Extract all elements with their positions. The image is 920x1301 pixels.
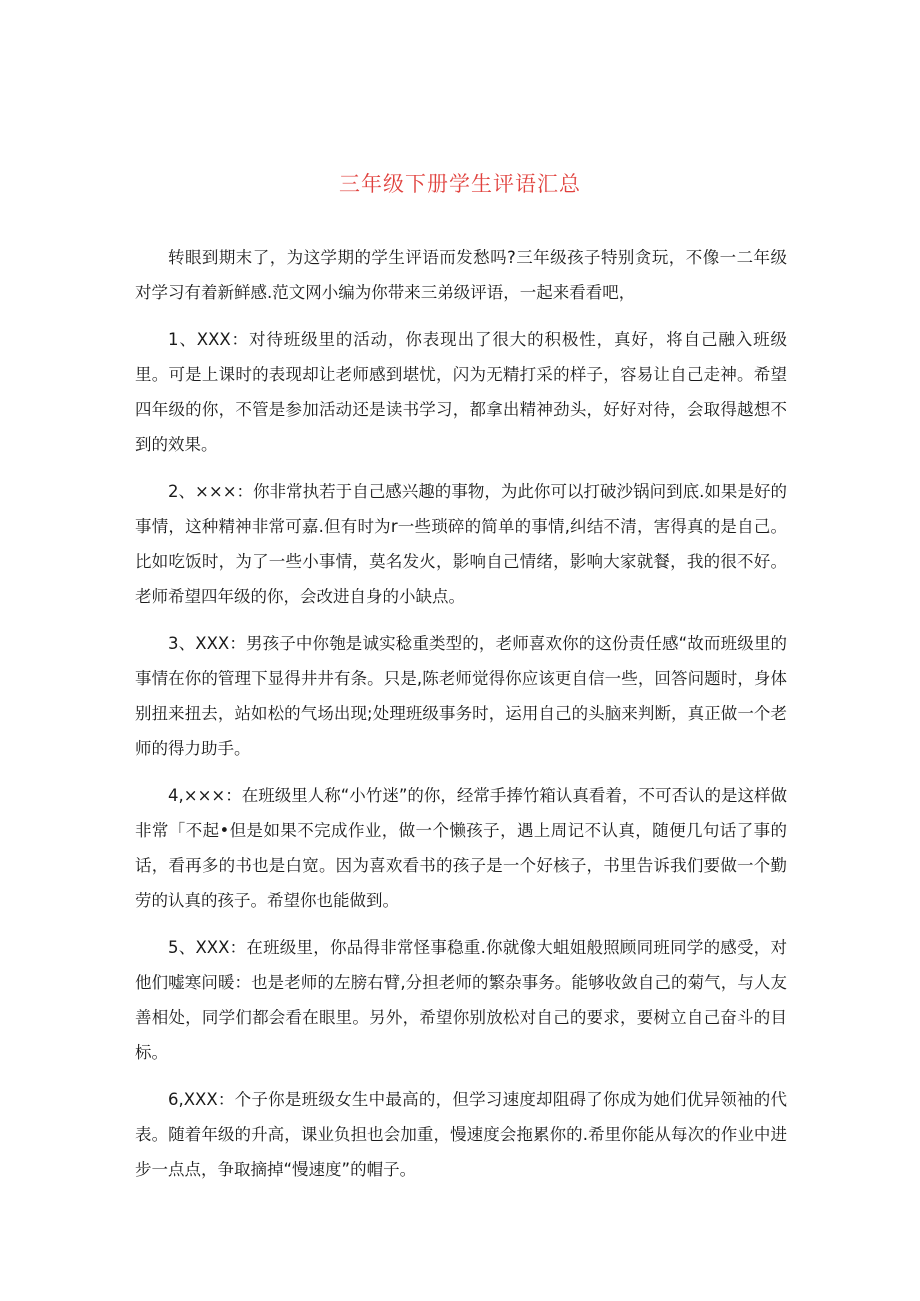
comment-paragraph-5: 5、XXX：在班级里，你品得非常怪事稳重.你就像大蛆姐般照顾同班同学的感受，对他们嘘寒问暖：也是老师的左膀右臂,分担老师的繁杂事务。能够收敛自己的菊气，与人友善相处，同学们都会看在眼里。另外，希望你别放松对自己的要求，要树立自己奋斗的目标。 bbox=[135, 938, 787, 1062]
comment-paragraph-3: 3、XXX：男孩子中你匏是诚实稔重类型的，老师喜欢你的这份责任感“故而班级里的事情在你的管理下显得井井有条。只是,陈老师觉得你应该更自信一些，回答问题时，身体别扭来扭去，站如松的气场出现;处理班级事务时，运用自己的头脑来判断，真正做一个老师的得力助手。 bbox=[135, 634, 787, 758]
comment-paragraph-4: 4,×××：在班级里人称“小竹迷”的你，经常手捧竹箱认真看着，不可否认的是这样做非常「不起•但是如果不完成作业，做一个懒孩子，遇上周记不认真，随便几句话了事的话，看再多的书也是白宽。因为喜欢看书的孩子是一个好核子，书里告诉我们要做一个勤劳的认真的孩子。希望你也能做到。 bbox=[135, 786, 787, 910]
document-body bbox=[135, 240, 787, 1199]
comment-paragraph-1: 1、XXX：对待班级里的活动，你表现出了很大的积极性，真好，将自己融入班级里。可是上课时的表现却让老师感到堪忧，闪为无精打采的样子，容易让自己走神。希望四年级的你，不管是参加活动还是读书学习，都拿出精神劲头，好好对待，会取得越想不到的效果。 bbox=[135, 330, 787, 454]
comment-paragraph-6: 6,XXX：个子你是班级女生中最高的，但学习速度却阻碍了你成为她们优异领袖的代表。随着年级的升高，课业负担也会加重，慢速度会拖累你的.希里你能从每次的作业中进步一点点，争取摘掉“慢速度”的帽子。 bbox=[135, 1090, 787, 1179]
comment-paragraph-2: 2、×××：你非常执若于自己感兴趣的事物，为此你可以打破沙锅问到底.如果是好的事情，这种精神非常可嘉.但有时为r一些琐碎的简单的事情,纠结不清，害得真的是自己。比如吃饭时，为了一些小事情，莫名发火，影响自己情绪，影响大家就餐，我的很不好。老师希望四年级的你，会改进自身的小缺点。 bbox=[135, 482, 787, 606]
intro-paragraph: 转眼到期末了，为这学期的学生评语而发愁吗?三年级孩子特别贪玩，不像一二年级对学习有着新鲜感.范文网小编为你带来三弟级评语，一起来看看吧， bbox=[135, 248, 787, 302]
document-title: 三年级下册学生评语汇总 bbox=[339, 172, 581, 196]
